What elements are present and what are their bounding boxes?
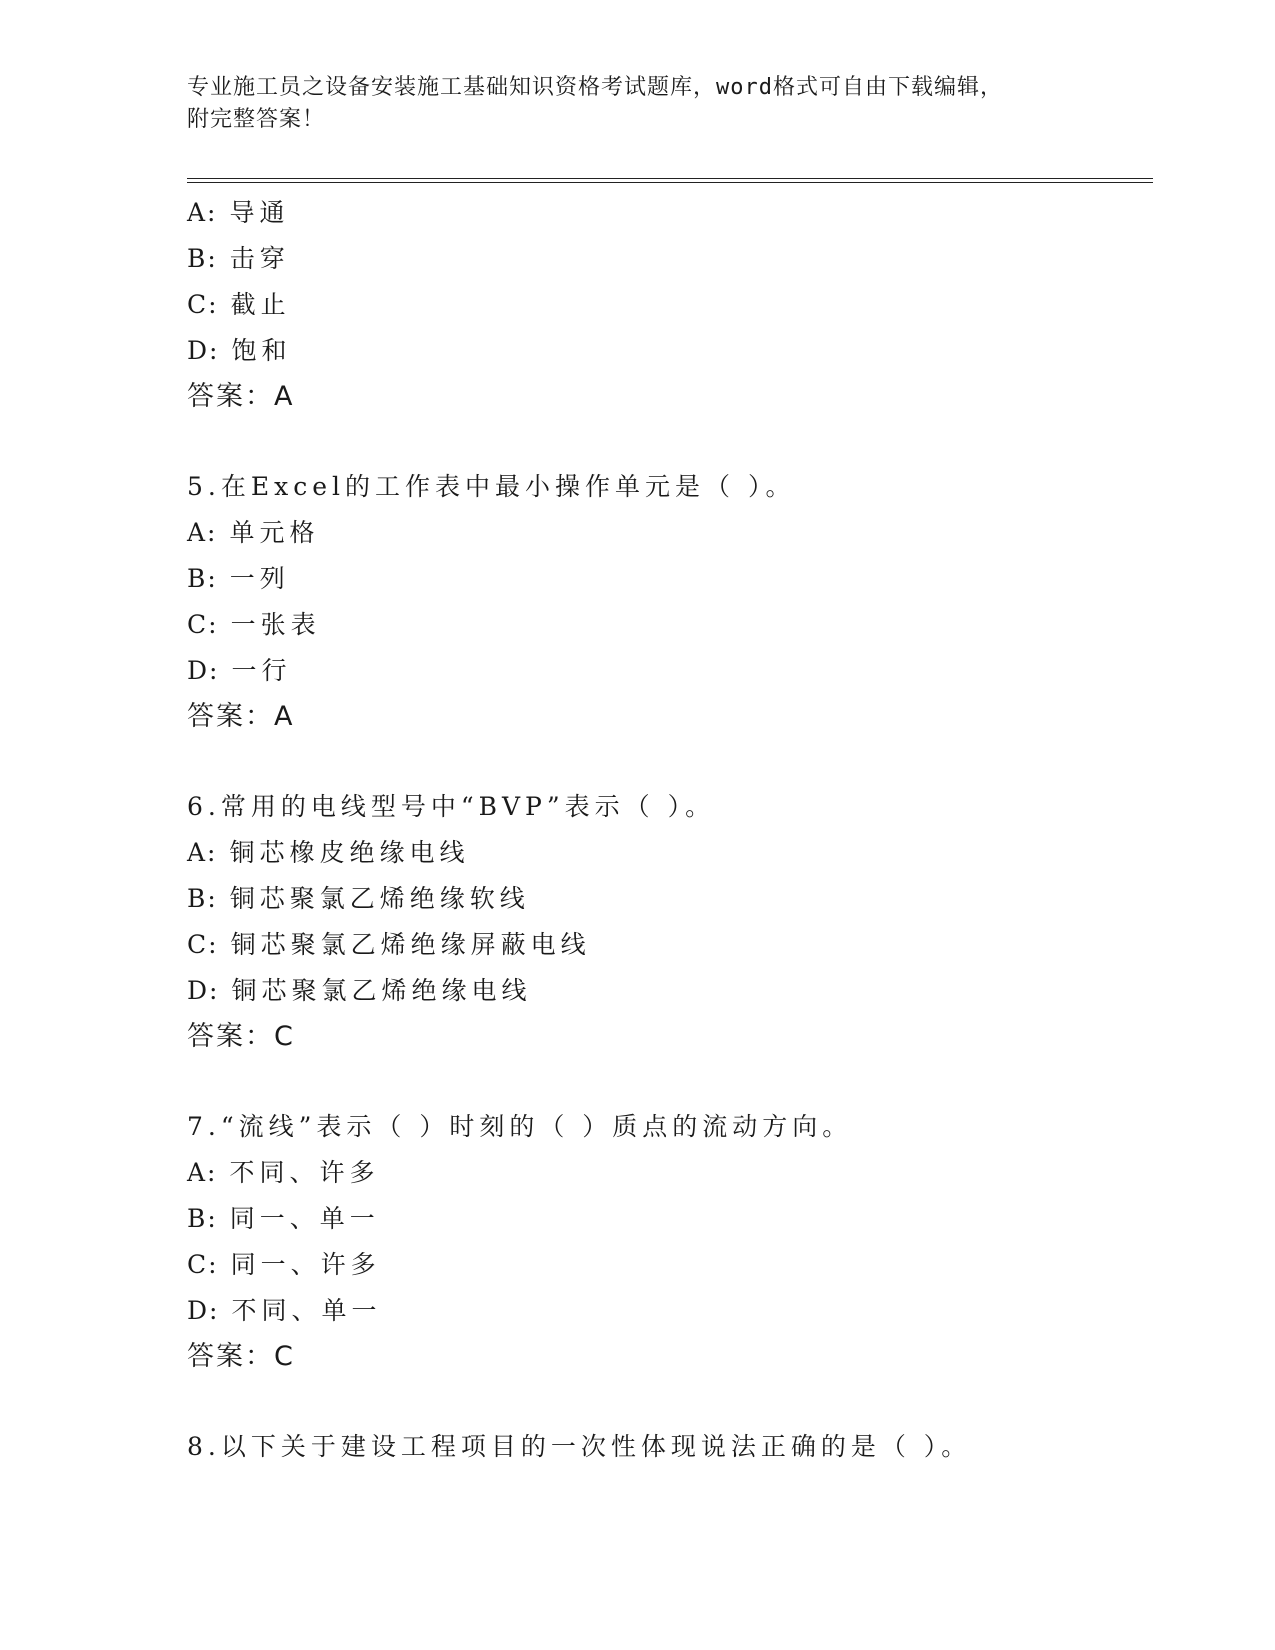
option-a: A: 不同、许多 [187,1158,380,1187]
option-b: B: 一列 [187,564,290,593]
option-d: D: 一行 [187,656,292,685]
answer: 答案：C [187,1341,295,1372]
option-d: D: 饱和 [187,336,292,365]
header-divider-top [187,178,1153,179]
answer: 答案：C [187,1021,295,1052]
question-text: 5.在Excel的工作表中最小操作单元是（ ）。 [187,472,796,501]
question-block [187,1424,1153,1470]
header-divider-bottom [187,182,1153,183]
question-block [187,190,1153,420]
document-header [187,72,1067,136]
question-block [187,1104,1153,1380]
answer: 答案：A [187,381,295,412]
option-a: A: 铜芯橡皮绝缘电线 [187,838,470,867]
question-text: 8.以下关于建设工程项目的一次性体现说法正确的是（ ）。 [187,1432,972,1461]
question-block [187,464,1153,740]
option-b: B: 击穿 [187,244,290,273]
question-text: 7.“流线”表示（ ）时刻的（ ）质点的流动方向。 [187,1112,853,1141]
option-a: A: 导通 [187,198,290,227]
question-block [187,784,1153,1060]
header-line-1: 专业施工员之设备安装施工基础知识资格考试题库，word格式可自由下载编辑， [187,75,1003,100]
option-c: C: 一张表 [187,610,321,639]
option-a: A: 单元格 [187,518,320,547]
option-c: C: 铜芯聚氯乙烯绝缘屏蔽电线 [187,930,591,959]
question-list [187,190,1153,1470]
question-text: 6.常用的电线型号中“BVP”表示（ ）。 [187,792,716,821]
option-b: B: 同一、单一 [187,1204,380,1233]
option-d: D: 铜芯聚氯乙烯绝缘电线 [187,976,532,1005]
option-b: B: 铜芯聚氯乙烯绝缘软线 [187,884,530,913]
answer: 答案：A [187,701,295,732]
option-c: C: 截止 [187,290,291,319]
header-line-2: 附完整答案！ [187,107,326,132]
option-d: D: 不同、单一 [187,1296,382,1325]
option-c: C: 同一、许多 [187,1250,381,1279]
